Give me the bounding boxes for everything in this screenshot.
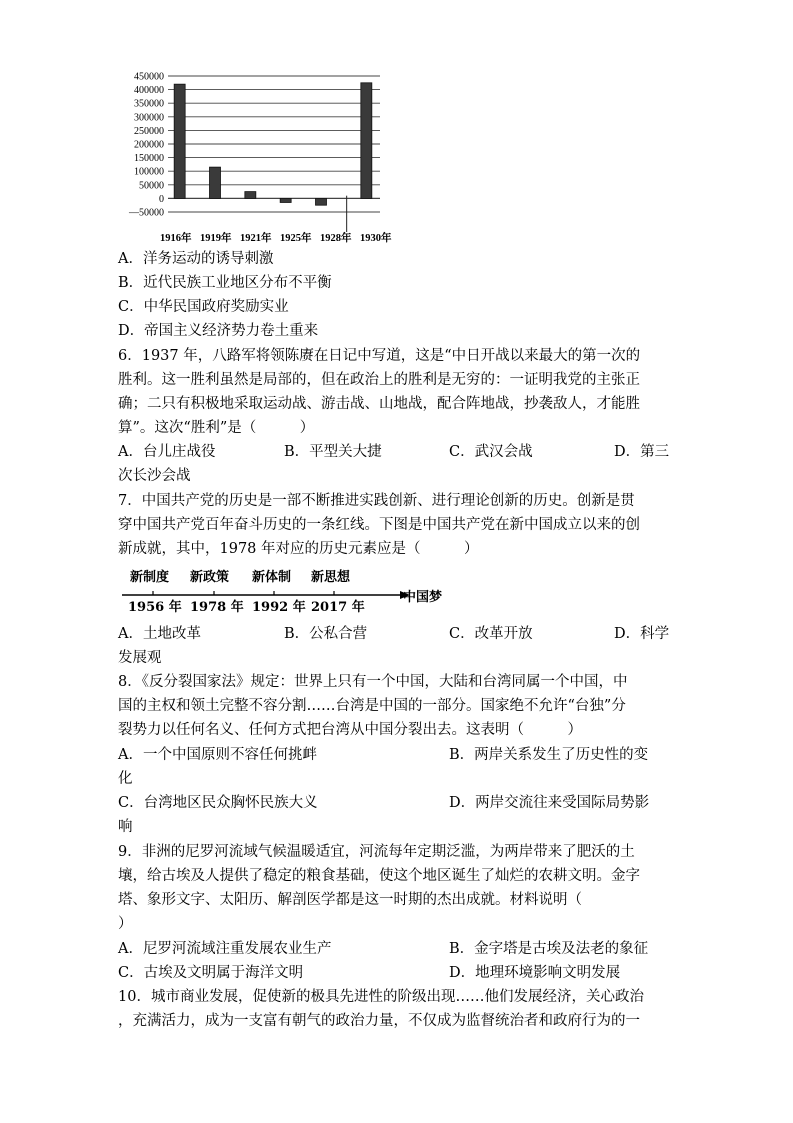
q10-stem-line-1: 10．城市商业发展，促使新的极具先进性的阶级出现……他们发展经济，关心政治	[118, 989, 644, 1005]
q7-option-a: A．土地改革	[118, 626, 201, 642]
y-tick-label: 100000	[134, 166, 164, 178]
q6-option-d: D．第三	[614, 444, 670, 460]
x-tick-label: 1925年	[280, 233, 312, 244]
q6-options	[118, 441, 674, 463]
bar	[361, 83, 372, 199]
q8-option-c: C．台湾地区民众胸怀民族大义	[118, 795, 318, 811]
q9-option-b: B．金字塔是古埃及法老的象征	[449, 941, 649, 957]
q8-stem-line-3: 裂势力以任何名义、任何方式把台湾从中国分裂出去。这表明（ ）	[118, 722, 582, 738]
q8-stem-line-1: 8．《反分裂国家法》规定：世界上只有一个中国，大陆和台湾同属一个中国，中	[118, 674, 628, 690]
q6-stem-line-3: 确；二只有积极地采取运动战、游击战、山地战，配合阵地战，抄袭敌人，才能胜	[118, 396, 640, 412]
q8-options-row-2	[118, 792, 674, 814]
q9-option-a: A．尼罗河流域注重发展农业生产	[118, 941, 332, 957]
x-tick-label: 1916年	[160, 233, 192, 244]
y-tick-label: 50000	[139, 180, 164, 192]
q5-option-c: C．中华民国政府奖励实业	[118, 299, 289, 315]
x-tick-label: 1921年	[240, 233, 272, 244]
q9-stem-line-1: 9．非洲的尼罗河流域气候温暖适宜，河流每年定期泛滥，为两岸带来了肥沃的土	[118, 844, 635, 860]
timeline-year-3: 1992 年	[252, 600, 306, 615]
q7-option-b: B．公私合营	[284, 626, 368, 642]
q6-option-d-continued: 次长沙会战	[118, 468, 191, 484]
timeline-label-4: 新思想	[311, 570, 351, 585]
timeline-year-4: 2017 年	[311, 600, 365, 615]
bar-chart	[118, 66, 392, 248]
q8-stem-line-2: 国的主权和领土完整不容分割……台湾是中国的一部分。国家绝不允许“台独”分	[118, 698, 626, 714]
timeline-year-2: 1978 年	[190, 600, 244, 615]
timeline-end-label: 中国梦	[403, 590, 443, 605]
y-tick-label: —50000	[129, 207, 164, 219]
bar	[245, 192, 256, 199]
q8-option-d: D．两岸交流往来受国际局势影	[449, 795, 650, 811]
bar	[280, 198, 291, 202]
timeline-label-2: 新政策	[190, 570, 230, 585]
timeline-year-1: 1956 年	[128, 600, 182, 615]
y-tick-label: 0	[159, 193, 164, 205]
q8-option-b-continued: 化	[118, 771, 133, 787]
timeline-label-3: 新体制	[252, 570, 292, 585]
q9-options-row-1	[118, 938, 674, 960]
x-tick-label: 1919年	[200, 233, 232, 244]
x-tick-label: 1928年	[320, 233, 352, 244]
bar	[316, 198, 327, 205]
q7-options	[118, 623, 674, 645]
q6-option-a: A．台儿庄战役	[118, 444, 216, 460]
y-tick-label: 350000	[134, 98, 164, 110]
x-tick-label: 1930年	[360, 233, 392, 244]
q9-stem-line-3: 塔、象形文字、太阳历、解剖医学都是这一时期的杰出成就。材料说明（	[118, 892, 582, 908]
q7-option-d-continued: 发展观	[118, 650, 162, 666]
q7-stem-line-1: 7．中国共产党的历史是一部不断推进实践创新、进行理论创新的历史。创新是贯	[118, 493, 635, 509]
q6-stem-line-2: 胜利。这一胜利虽然是局部的，但在政治上的胜利是无穷的：一证明我党的主张正	[118, 372, 640, 388]
q5-option-a: A．洋务运动的诱导刺激	[118, 251, 274, 267]
y-tick-label: 150000	[134, 153, 164, 165]
q7-option-c: C．改革开放	[449, 626, 533, 642]
innovation-timeline	[118, 564, 458, 620]
q6-stem-line-4: 算”。这次“胜利”是（ ）	[118, 420, 315, 436]
y-tick-label: 450000	[134, 71, 164, 83]
q6-option-c: C．武汉会战	[449, 444, 533, 460]
q9-stem-line-2: 壤，给古埃及人提供了稳定的粮食基础，使这个地区诞生了灿烂的农耕文明。金字	[118, 868, 640, 884]
q7-stem-line-3: 新成就，其中，1978 年对应的历史元素应是（ ）	[118, 541, 479, 557]
q9-stem-line-4: ）	[118, 916, 133, 932]
bar	[210, 167, 221, 198]
q10-stem-line-2: ，充满活力，成为一支富有朝气的政治力量，不仅成为监督统治者和政府行为的一	[118, 1013, 640, 1029]
q5-option-b: B．近代民族工业地区分布不平衡	[118, 275, 332, 291]
q9-options-row-2	[118, 962, 674, 984]
q8-option-a: A．一个中国原则不容任何挑衅	[118, 747, 317, 763]
y-tick-label: 250000	[134, 125, 164, 137]
q8-options-row-1	[118, 744, 674, 766]
q5-option-d: D．帝国主义经济势力卷土重来	[118, 323, 319, 339]
q7-stem-line-2: 穿中国共产党百年奋斗历史的一条红线。下图是中国共产党在新中国成立以来的创	[118, 517, 640, 533]
y-tick-label: 400000	[134, 85, 164, 97]
q6-stem-line-1: 6．1937 年，八路军将领陈赓在日记中写道，这是“中日开战以来最大的第一次的	[118, 348, 641, 364]
timeline-label-1: 新制度	[130, 570, 170, 585]
q9-option-d: D．地理环境影响文明发展	[449, 965, 621, 981]
q7-option-d: D．科学	[614, 626, 670, 642]
y-tick-label: 300000	[134, 112, 164, 124]
y-tick-label: 200000	[134, 139, 164, 151]
q8-option-d-continued: 响	[118, 819, 133, 835]
q9-option-c: C．古埃及文明属于海洋文明	[118, 965, 304, 981]
q8-option-b: B．两岸关系发生了历史性的变	[449, 747, 649, 763]
bar	[174, 84, 185, 198]
q6-option-b: B．平型关大捷	[284, 444, 382, 460]
